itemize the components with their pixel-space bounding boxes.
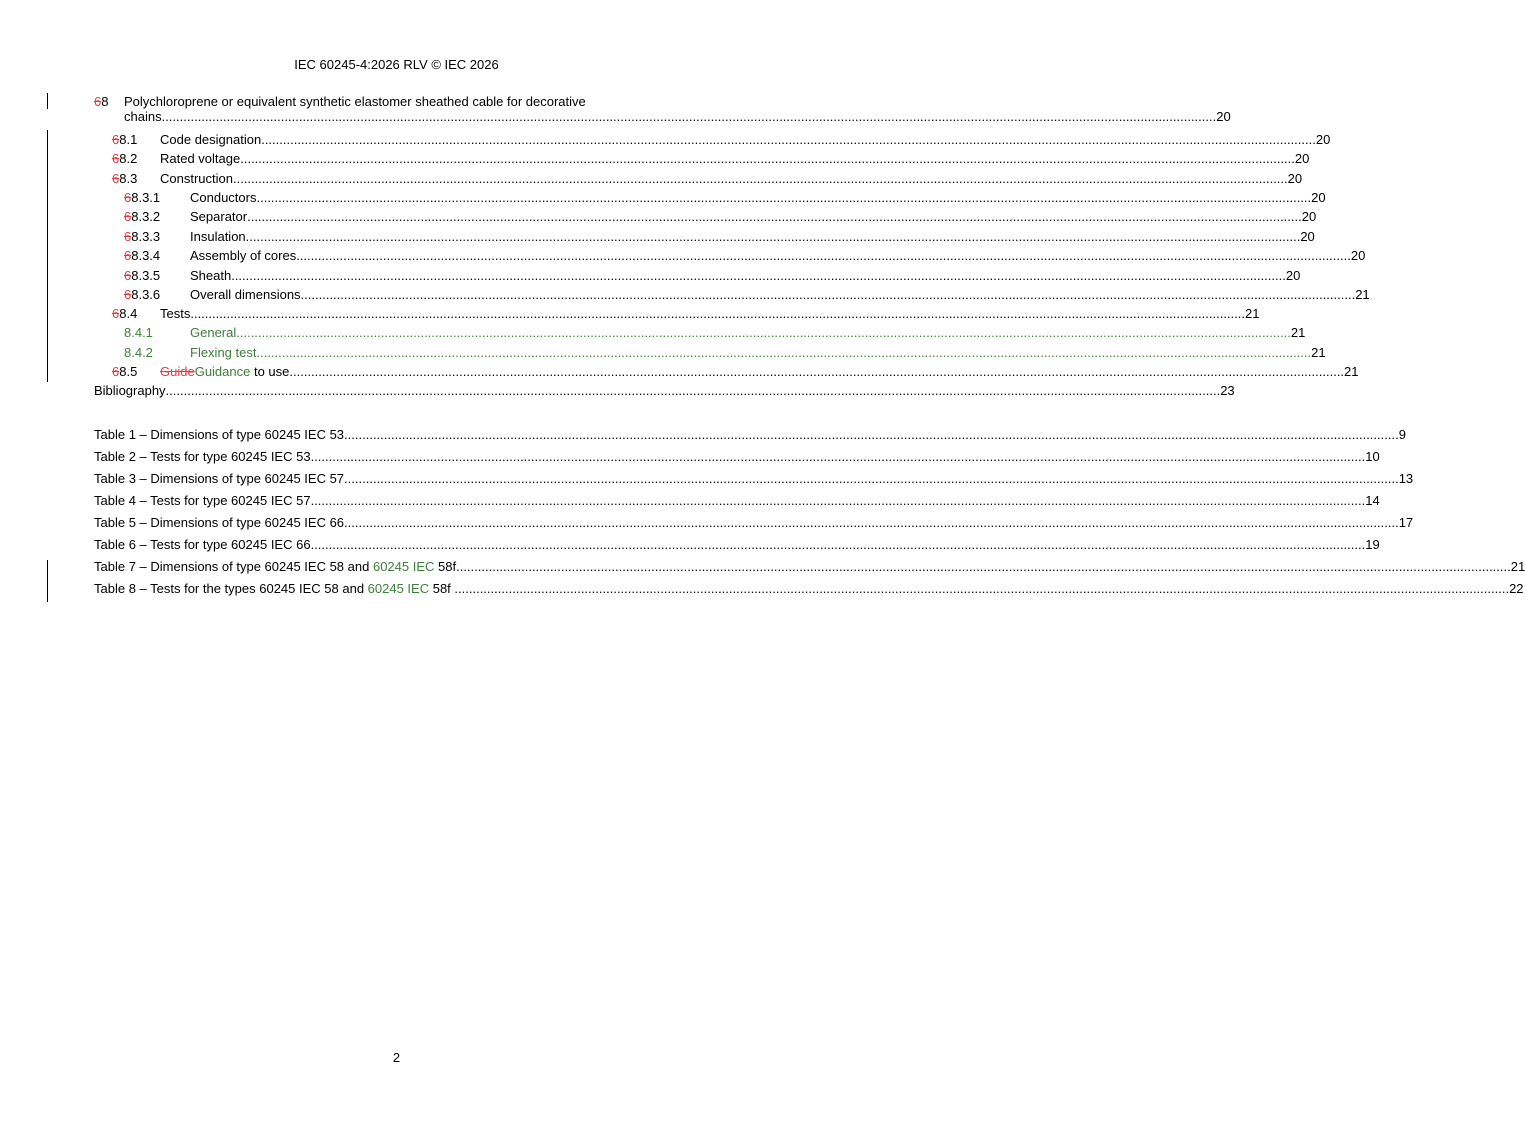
toc-page: 20 [1350,248,1366,263]
table-list-title: Table 8 – Tests for the types 60245 IEC 58 and 60245 IEC 58f .................................................................................................................................................................................................................................................................................................... 22 [94,581,1524,596]
toc-title: Code designation .................................................................................................................................................................................................................................................................................................... 20 [160,132,1331,147]
toc-page: 21 [1290,325,1306,340]
table-list-title: Table 7 – Dimensions of type 60245 IEC 58 and 60245 IEC 58f .................................................................................................................................................................................................................................................................................................... 21 [94,559,1525,574]
table-list-page: 14 [1365,493,1380,508]
toc-title: Assembly of cores .................................................................................................................................................................................................................................................................................................... 20 [190,248,1366,263]
toc-entry-8-3-5[interactable] [94,266,1301,285]
toc-page: 21 [1311,345,1326,360]
change-bar [47,130,48,382]
toc-entry-8-4-2[interactable] [94,343,1326,362]
toc-entry-8-4-1[interactable] [94,323,1306,342]
table-list-entry-6[interactable] [94,535,1380,554]
page-number: 2 [392,1050,401,1065]
toc-number: 68.5 [112,364,138,379]
toc-title: GuideGuidance to use .................................................................................................................................................................................................................................................................................................... 21 [160,364,1359,379]
toc-title: Rated voltage .................................................................................................................................................................................................................................................................................................... 20 [160,151,1310,166]
toc-entry-8-3-1[interactable] [94,188,1326,207]
table-list-entry-7[interactable] [94,557,1525,576]
toc-title: Construction .................................................................................................................................................................................................................................................................................................... 20 [160,171,1303,186]
table-list-title: Table 6 – Tests for type 60245 IEC 66 .................................................................................................................................................................................................................................................................................................... 19 [94,537,1380,552]
toc-page: 21 [1355,287,1370,302]
toc-title: Flexing test .................................................................................................................................................................................................................................................................................................... 21 [190,345,1326,360]
toc-number: 68.3.5 [124,268,161,283]
toc-number: 68.4 [112,306,138,321]
toc-page: 20 [1287,171,1303,186]
table-list-page: 9 [1398,427,1406,442]
toc-title: Separator .................................................................................................................................................................................................................................................................................................... 20 [190,209,1317,224]
toc-entry-bibliography[interactable] [94,381,1235,400]
table-list-entry-5[interactable] [94,513,1414,532]
toc-number: 68.3.3 [124,229,161,244]
table-list-page: 19 [1365,537,1380,552]
toc-number: 68.1 [112,132,138,147]
table-list-entry-3[interactable] [94,469,1414,488]
toc-title: Overall dimensions .................................................................................................................................................................................................................................................................................................... 21 [190,287,1370,302]
toc-title: Polychloroprene or equivalent synthetic elastomer sheathed cable for decorative [124,94,586,109]
table-list-entry-1[interactable] [94,425,1406,444]
table-list-entry-8[interactable] [94,579,1524,598]
table-list-entry-4[interactable] [94,491,1380,510]
toc-entry-clause-8[interactable] [94,94,1231,126]
toc-entry-8-3-6[interactable] [94,285,1370,304]
toc-page: 20 [1285,268,1301,283]
table-list-title: Table 4 – Tests for type 60245 IEC 57 .................................................................................................................................................................................................................................................................................................... 14 [94,493,1380,508]
toc-title: Insulation .................................................................................................................................................................................................................................................................................................... 20 [190,229,1315,244]
toc-page: 20 [1300,229,1315,244]
toc-number: 68 [94,94,109,109]
toc-entry-8-2[interactable] [94,149,1310,168]
toc-number: 68.3.2 [124,209,161,224]
change-bar [47,560,48,602]
toc-page: 21 [1344,364,1359,379]
toc-number: 8.4.2 [124,345,153,360]
toc-page: 20 [1315,132,1331,147]
toc-page: 20 [1311,190,1326,205]
toc-number: 68.3.6 [124,287,161,302]
table-list-title: Table 5 – Dimensions of type 60245 IEC 66 .................................................................................................................................................................................................................................................................................................... 17 [94,515,1414,530]
toc-entry-8-1[interactable] [94,130,1331,149]
toc-number: 68.2 [112,151,138,166]
toc-entry-8-4[interactable] [94,304,1260,323]
table-list-page: 22 [1509,581,1524,596]
table-list-title: Table 3 – Dimensions of type 60245 IEC 57 .................................................................................................................................................................................................................................................................................................... 13 [94,471,1414,486]
toc-entry-8-3-4[interactable] [94,246,1366,265]
toc-title: Sheath .................................................................................................................................................................................................................................................................................................... 20 [190,268,1301,283]
table-list-page: 21 [1510,559,1525,574]
toc-entry-8-3-2[interactable] [94,207,1317,226]
toc-number: 68.3 [112,171,138,186]
table-list-title: Table 2 – Tests for type 60245 IEC 53 .................................................................................................................................................................................................................................................................................................... 10 [94,449,1380,464]
toc-title-cont: chains .................................................................................................................................................................................................................................................................................................... 20 [124,109,1231,124]
toc-title: Conductors .................................................................................................................................................................................................................................................................................................... 20 [190,190,1326,205]
toc-page: 20 [1301,209,1317,224]
toc-entry-8-3-3[interactable] [94,227,1315,246]
toc-title: General .................................................................................................................................................................................................................................................................................................... 21 [190,325,1306,340]
table-list-title: Table 1 – Dimensions of type 60245 IEC 53 .................................................................................................................................................................................................................................................................................................... 9 [94,427,1406,442]
table-list-page: 17 [1398,515,1414,530]
toc-title: Bibliography .................................................................................................................................................................................................................................................................................................... 23 [94,383,1235,398]
table-list-page: 10 [1365,449,1380,464]
table-list-page: 13 [1398,471,1414,486]
toc-title: Tests .................................................................................................................................................................................................................................................................................................... 21 [160,306,1260,321]
toc-page: 23 [1220,383,1235,398]
toc-number: 68.3.4 [124,248,161,263]
toc-entry-8-3[interactable] [94,169,1303,188]
page-header: IEC 60245-4:2026 RLV © IEC 2026 [294,57,499,72]
table-list-entry-2[interactable] [94,447,1380,466]
toc-page: 21 [1245,306,1260,321]
toc-number: 68.3.1 [124,190,161,205]
toc-number: 8.4.1 [124,325,153,340]
toc-entry-8-5[interactable] [94,362,1359,381]
toc-page: 20 [1294,151,1310,166]
change-bar [47,93,48,109]
